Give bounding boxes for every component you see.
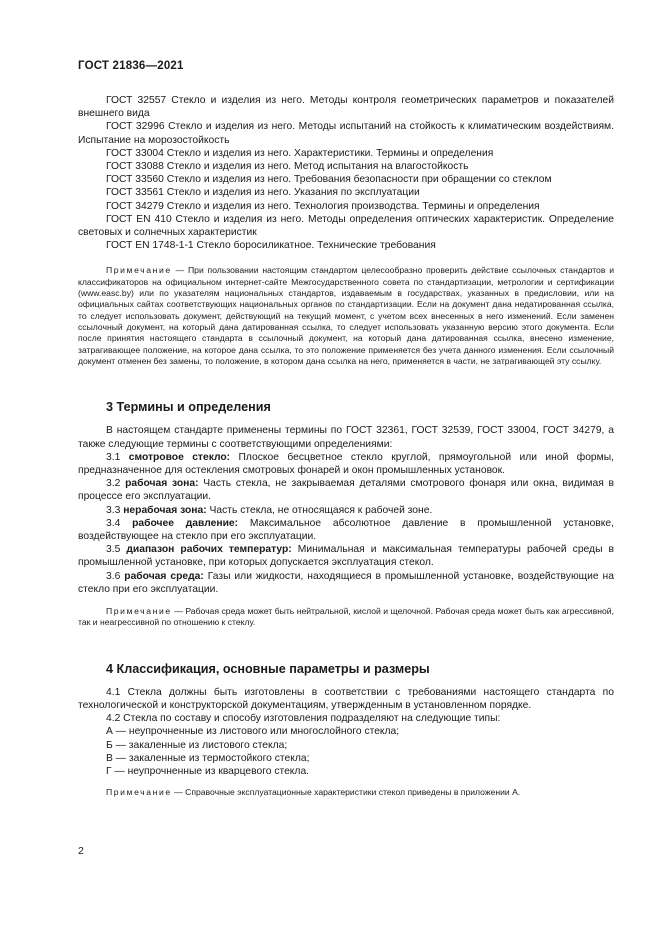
term-definition: 3.6 рабочая среда: Газы или жидкости, находящиеся в промышленной установке, воздействующие на стекло при его эксплуатации. bbox=[78, 570, 614, 595]
term-definition: 3.1 смотровое стекло: Плоское бесцветное стекло круглой, прямоугольной или иной формы, предназначенное для остекления смотровых фонарей и окон промышленных установок. bbox=[78, 451, 614, 476]
reference-item: ГОСТ 34279 Стекло и изделия из него. Технология производства. Термины и определения bbox=[106, 200, 540, 212]
reference-item: ГОСТ EN 410 Стекло и изделия из него. Методы определения оптических характеристик. Определение световых и солнечных характеристик bbox=[78, 213, 614, 239]
term-definition: 3.2 рабочая зона: Часть стекла, не закрываемая деталями смотрового фонаря или окна, видимая в процессе его эксплуатации. bbox=[78, 478, 614, 503]
term-definition: 3.3 нерабочая зона: Часть стекла, не относящаяся к рабочей зоне. bbox=[106, 504, 433, 516]
references-note bbox=[78, 265, 614, 367]
glass-type-item: А — неупрочненные из листового или многослойного стекла; bbox=[106, 726, 400, 738]
reference-item: ГОСТ 33560 Стекло и изделия из него. Требования безопасности при обращении со стеклом bbox=[106, 174, 552, 186]
reference-item: ГОСТ 33561 Стекло и изделия из него. Указания по эксплуатации bbox=[106, 187, 420, 199]
note-label: Примечание bbox=[106, 787, 172, 798]
term-name: рабочая среда: bbox=[124, 570, 204, 582]
term-name: смотровое стекло: bbox=[128, 451, 231, 463]
glass-type-item: Г — неупрочненные из кварцевого стекла. bbox=[106, 765, 310, 777]
normative-references-list bbox=[78, 94, 614, 252]
note-label: Примечание bbox=[106, 265, 172, 276]
document-header: ГОСТ 21836—2021 bbox=[78, 60, 184, 72]
glass-type-item: Б — закаленные из листового стекла; bbox=[106, 739, 288, 751]
section-3-heading: 3 Термины и определения bbox=[106, 400, 271, 415]
note-text: Рабочая среда может быть нейтральной, кислой и щелочной. Рабочая среда может быть как агрессивной, так и неагрессивной по отношению к стеклу. bbox=[78, 605, 614, 628]
term-name: нерабочая зона: bbox=[123, 504, 207, 516]
terms-intro: В настоящем стандарте применены термины по ГОСТ 32361, ГОСТ 32539, ГОСТ 33004, ГОСТ 34279, а также следующие термины с соответствующими определениями: bbox=[78, 425, 614, 450]
classification-note bbox=[78, 787, 614, 798]
reference-item: ГОСТ 33088 Стекло и изделия из него. Метод испытания на влагостойкость bbox=[106, 161, 469, 173]
reference-item: ГОСТ EN 1748-1-1 Стекло боросиликатное. Технические требования bbox=[106, 240, 436, 252]
reference-item: ГОСТ 32996 Стекло и изделия из него. Методы испытаний на стойкость к климатическим воздействиям. Испытание на морозостойкость bbox=[78, 121, 614, 146]
terms-note bbox=[78, 606, 614, 629]
reference-item: ГОСТ 33004 Стекло и изделия из него. Характеристики. Термины и определения bbox=[106, 147, 494, 159]
paragraph-4-2: 4.2 Стекла по составу и способу изготовления подразделяют на следующие типы: bbox=[106, 713, 501, 725]
term-definition: 3.5 диапазон рабочих температур: Минимальная и максимальная температуры рабочей среды в промышленной установке, при которых допускается эксплуатация стекол. bbox=[78, 544, 614, 569]
term-name: рабочее давление: bbox=[132, 517, 239, 529]
glass-types-list bbox=[78, 725, 614, 778]
note-dash: — bbox=[171, 265, 188, 276]
glass-type-item: В — закаленные из термостойкого стекла; bbox=[106, 752, 310, 764]
note-dash: — bbox=[171, 787, 186, 798]
term-name: рабочая зона: bbox=[125, 478, 199, 490]
term-name: диапазон рабочих температур: bbox=[126, 544, 292, 556]
reference-item: ГОСТ 32557 Стекло и изделия из него. Методы контроля геометрических параметров и показателей внешнего вида bbox=[78, 95, 614, 120]
term-definition: 3.4 рабочее давление: Максимальное абсолютное давление в промышленной установке, воздействующее на стекло при его эксплуатации. bbox=[78, 517, 614, 542]
note-text: Справочные эксплуатационные характеристики стекол приведены в приложении А. bbox=[185, 787, 521, 798]
section-4-heading: 4 Классификация, основные параметры и размеры bbox=[106, 661, 430, 676]
note-dash: — bbox=[171, 605, 186, 616]
note-text: При пользовании настоящим стандартом целесообразно проверить действие ссылочных стандартов и классификаторов на официальном интернет-сайте Межгосударственного совета по стандартизации, метрологии и сертификации (www.easc.by) или по указателям национальных стандартов, издаваемым в государствах, указанных в предисловии, или на официальных сайтах соответствующих национальных органов по стандартизации. Если на документ дана недатированная ссылка, то следует использовать документ, действующий на текущий момент, с учетом всех внесенных в него изменений. Если заменен ссылочный документ, на который дана датированная ссылка, то следует использовать указанную версию этого документа. Если после принятия настоящего стандарта в ссылочный документ, на который дана датированная ссылка, внесено изменение, затрагивающее положение, на которое дана ссылка, то это положение применяется без учета данного изменения. Если ссылочный документ отменен без замены, то положение, в котором дана ссылка на него, применяется в части, не затрагивающей эту ссылку. bbox=[78, 265, 615, 366]
page-number: 2 bbox=[78, 845, 84, 857]
paragraph-4-1: 4.1 Стекла должны быть изготовлены в соответствии с требованиями настоящего стандарта по технологической и конструкторской документациям, утвержденным в установленном порядке. bbox=[78, 686, 614, 711]
note-label: Примечание bbox=[106, 605, 172, 616]
page-content bbox=[78, 94, 614, 798]
